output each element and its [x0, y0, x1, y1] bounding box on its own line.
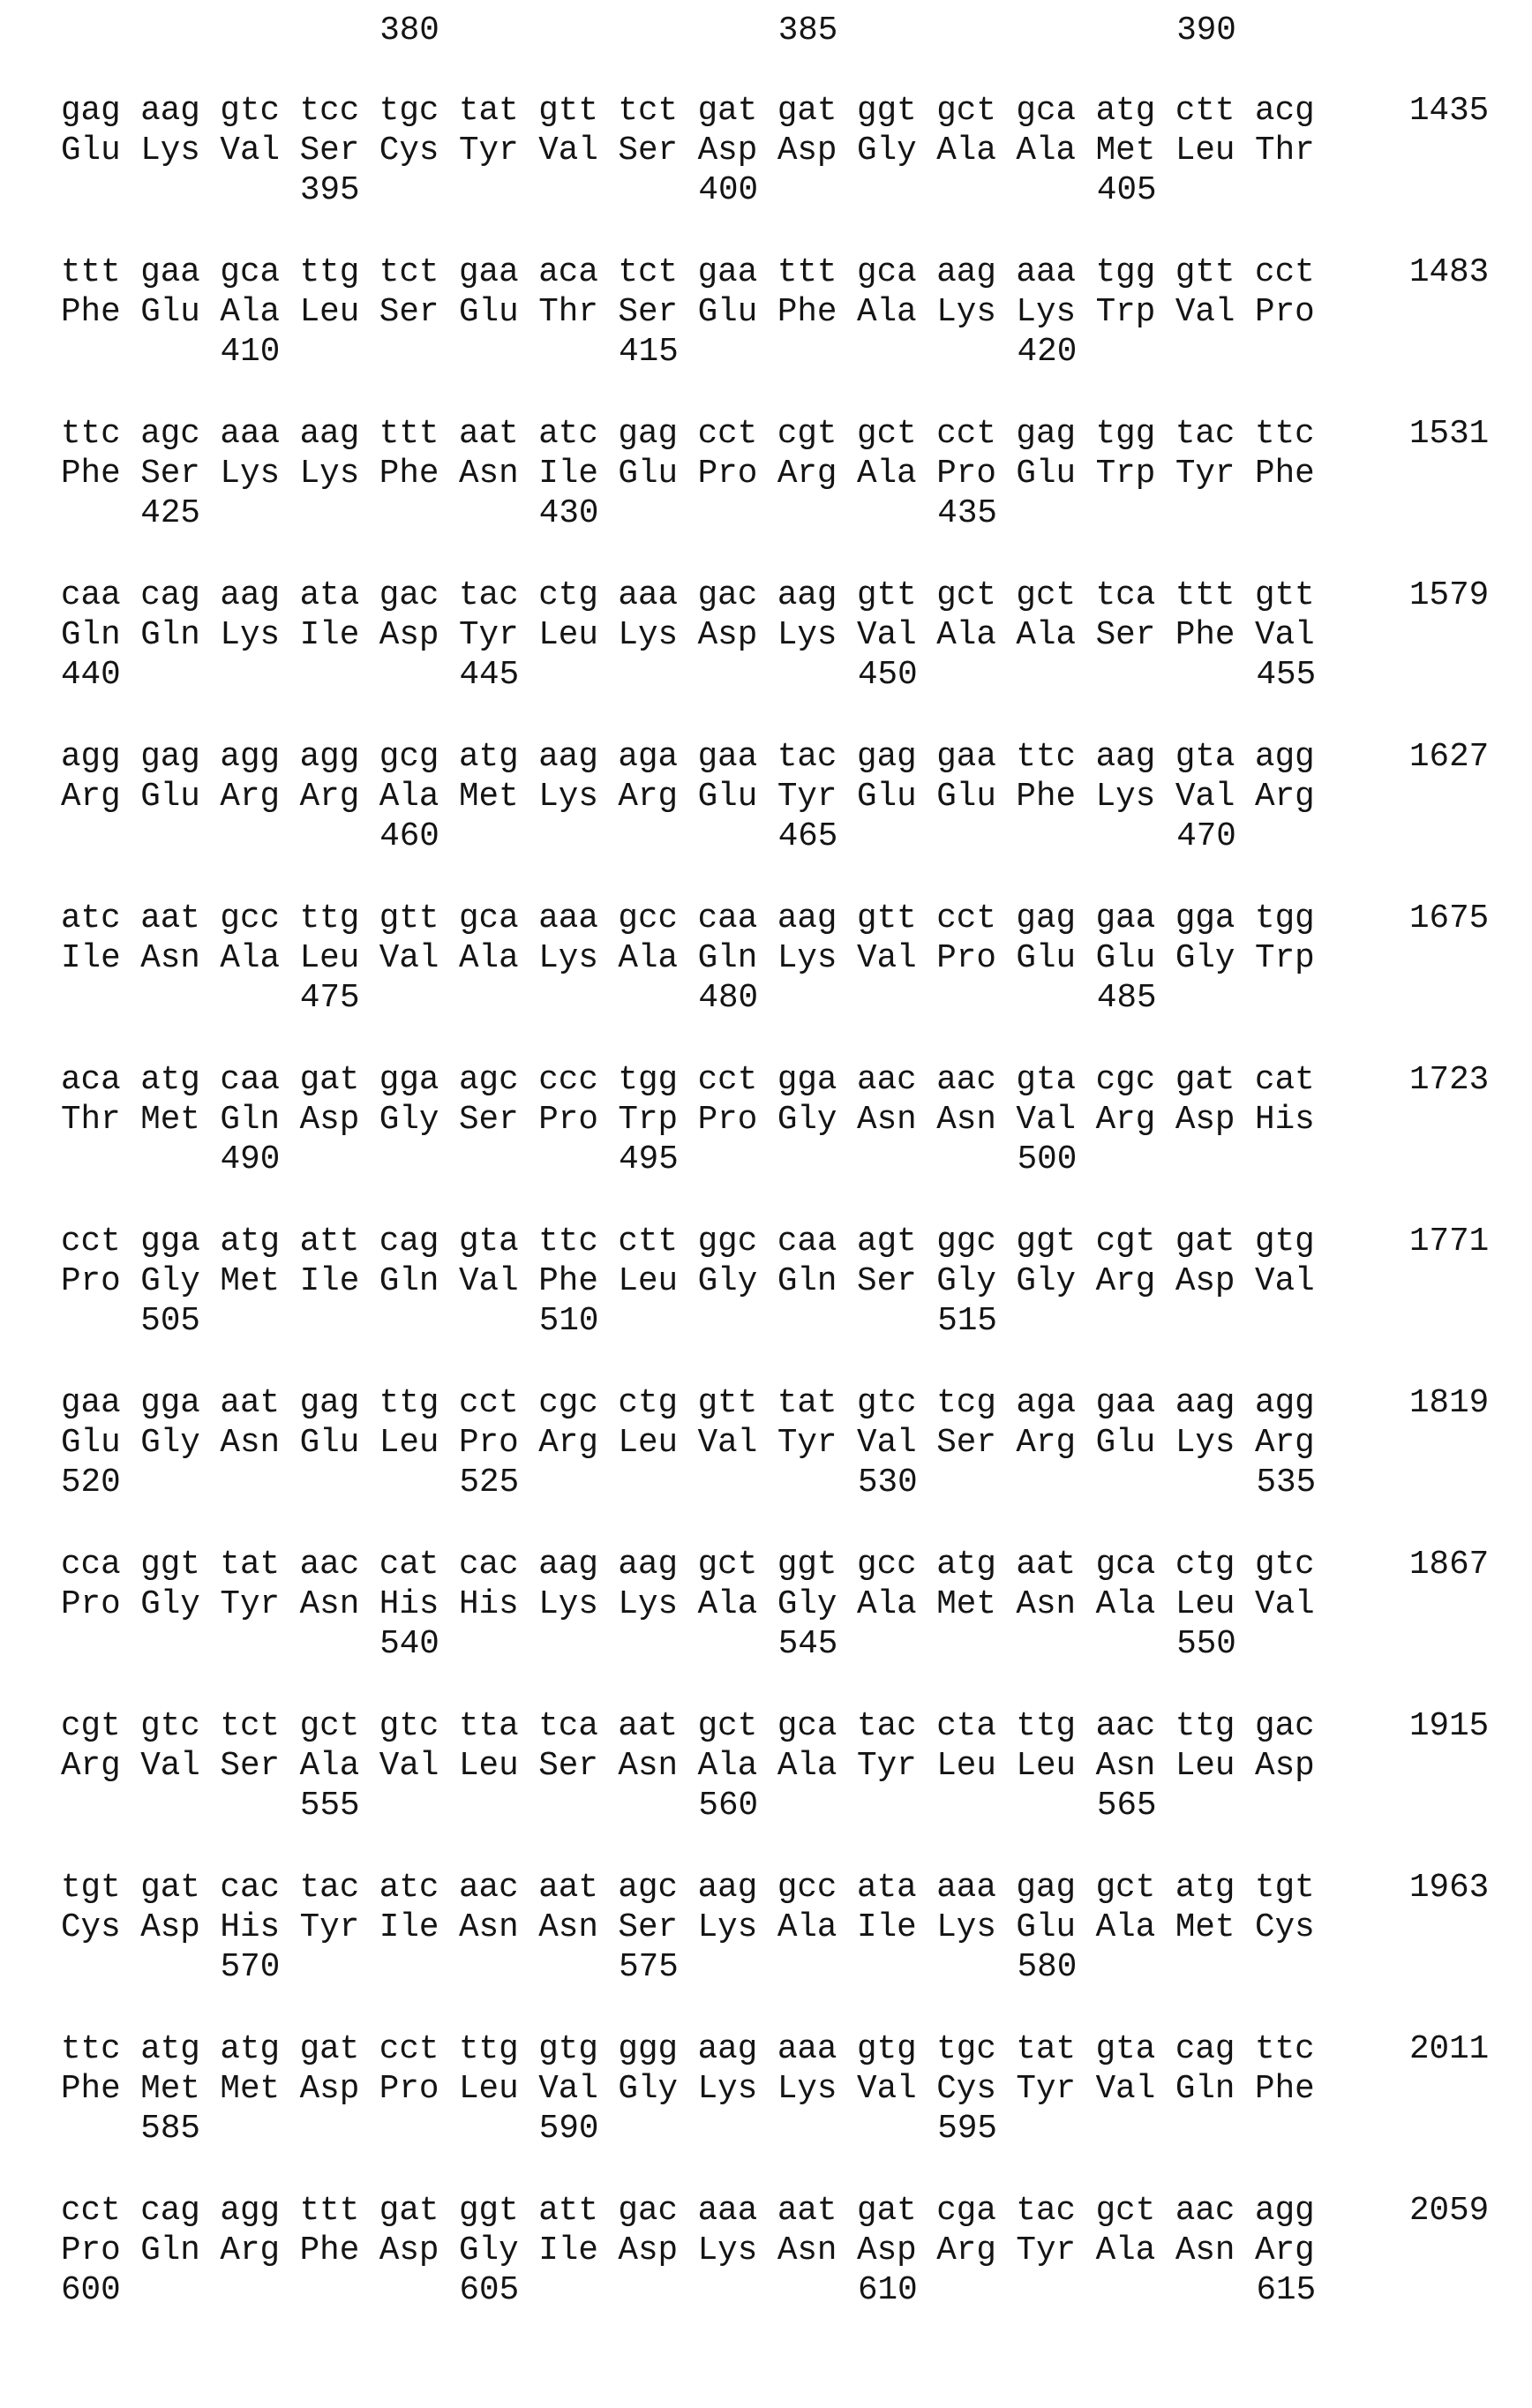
residue-position-number: 560 — [698, 1790, 758, 1824]
residue-position-number: 430 — [539, 498, 599, 531]
codon-line: ttc agc aaa aag ttt aat atc gag cct cgt gct cct gag tgg tac ttc — [61, 418, 1315, 452]
residue-position-number: 535 — [1257, 1467, 1317, 1501]
residue-position-number: 615 — [1257, 2275, 1317, 2308]
residue-position-number: 465 — [778, 821, 838, 854]
residue-position-number: 490 — [221, 1144, 281, 1178]
residue-position-number: 395 — [300, 175, 360, 208]
amino-acid-line: Gln Gln Lys Ile Asp Tyr Leu Lys Asp Lys Val Ala Ala Ser Phe Val — [61, 620, 1315, 653]
residue-position-number: 425 — [140, 498, 200, 531]
nucleotide-position-number: 1867 — [1409, 1549, 1489, 1583]
residue-position-number: 390 — [1176, 15, 1236, 49]
residue-position-number: 420 — [1018, 336, 1078, 370]
codon-line: ttt gaa gca ttg tct gaa aca tct gaa ttt gca aag aaa tgg gtt cct — [61, 257, 1315, 290]
residue-position-number: 585 — [140, 2113, 200, 2147]
nucleotide-position-number: 2059 — [1409, 2195, 1489, 2229]
codon-line: agg gag agg agg gcg atg aag aga gaa tac gag gaa ttc aag gta agg — [61, 741, 1315, 775]
codon-line: gaa gga aat gag ttg cct cgc ctg gtt tat gtc tcg aga gaa aag agg — [61, 1388, 1315, 1421]
nucleotide-position-number: 1963 — [1409, 1872, 1489, 1906]
residue-position-number: 530 — [858, 1467, 918, 1501]
nucleotide-position-number: 1675 — [1409, 903, 1489, 937]
residue-position-number: 605 — [460, 2275, 520, 2308]
amino-acid-line: Cys Asp His Tyr Ile Asn Asn Ser Lys Ala Ile Lys Glu Ala Met Cys — [61, 1912, 1315, 1945]
amino-acid-line: Pro Gly Tyr Asn His His Lys Lys Ala Gly Ala Met Asn Ala Leu Val — [61, 1589, 1315, 1622]
residue-position-number: 455 — [1257, 659, 1317, 693]
codon-line: gag aag gtc tcc tgc tat gtt tct gat gat ggt gct gca atg ctt acg — [61, 95, 1315, 129]
residue-position-number: 485 — [1097, 982, 1157, 1016]
codon-line: cca ggt tat aac cat cac aag aag gct ggt gcc atg aat gca ctg gtc — [61, 1549, 1315, 1583]
residue-position-number: 590 — [539, 2113, 599, 2147]
residue-position-number: 480 — [698, 982, 758, 1016]
codon-line: cct gga atg att cag gta ttc ctt ggc caa agt ggc ggt cgt gat gtg — [61, 1226, 1315, 1260]
nucleotide-position-number: 1915 — [1409, 1711, 1489, 1744]
amino-acid-line: Pro Gln Arg Phe Asp Gly Ile Asp Lys Asn Asp Arg Tyr Ala Asn Arg — [61, 2235, 1315, 2269]
nucleotide-position-number: 1579 — [1409, 580, 1489, 613]
residue-position-number: 495 — [619, 1144, 679, 1178]
residue-position-number: 545 — [778, 1629, 838, 1662]
codon-line: cgt gtc tct gct gtc tta tca aat gct gca tac cta ttg aac ttg gac — [61, 1711, 1315, 1744]
residue-position-number: 555 — [300, 1790, 360, 1824]
residue-position-number: 380 — [379, 15, 439, 49]
residue-position-number: 575 — [619, 1952, 679, 1985]
residue-position-number: 475 — [300, 982, 360, 1016]
residue-position-number: 505 — [140, 1306, 200, 1339]
residue-position-number: 510 — [539, 1306, 599, 1339]
amino-acid-line: Phe Met Met Asp Pro Leu Val Gly Lys Lys Val Cys Tyr Val Gln Phe — [61, 2073, 1315, 2107]
amino-acid-line: Phe Glu Ala Leu Ser Glu Thr Ser Glu Phe Ala Lys Lys Trp Val Pro — [61, 297, 1315, 330]
residue-position-number: 500 — [1018, 1144, 1078, 1178]
codon-line: atc aat gcc ttg gtt gca aaa gcc caa aag gtt cct gag gaa gga tgg — [61, 903, 1315, 937]
residue-position-number: 540 — [379, 1629, 439, 1662]
residue-position-number: 405 — [1097, 175, 1157, 208]
residue-position-number: 445 — [460, 659, 520, 693]
residue-position-number: 580 — [1018, 1952, 1078, 1985]
amino-acid-line: Glu Gly Asn Glu Leu Pro Arg Leu Val Tyr Val Ser Arg Glu Lys Arg — [61, 1427, 1315, 1461]
codon-line: aca atg caa gat gga agc ccc tgg cct gga aac aac gta cgc gat cat — [61, 1065, 1315, 1098]
residue-position-number: 525 — [460, 1467, 520, 1501]
residue-position-number: 595 — [937, 2113, 997, 2147]
codon-line: ttc atg atg gat cct ttg gtg ggg aag aaa gtg tgc tat gta cag ttc — [61, 2034, 1315, 2067]
nucleotide-position-number: 1627 — [1409, 741, 1489, 775]
residue-position-number: 410 — [221, 336, 281, 370]
amino-acid-line: Pro Gly Met Ile Gln Val Phe Leu Gly Gln Ser Gly Gly Arg Asp Val — [61, 1266, 1315, 1299]
residue-position-number: 415 — [619, 336, 679, 370]
residue-position-number: 565 — [1097, 1790, 1157, 1824]
codon-line: cct cag agg ttt gat ggt att gac aaa aat gat cga tac gct aac agg — [61, 2195, 1315, 2229]
residue-position-number: 400 — [698, 175, 758, 208]
amino-acid-line: Arg Val Ser Ala Val Leu Ser Asn Ala Ala Tyr Leu Leu Asn Leu Asp — [61, 1750, 1315, 1784]
amino-acid-line: Arg Glu Arg Arg Ala Met Lys Arg Glu Tyr Glu Glu Phe Lys Val Arg — [61, 781, 1315, 815]
amino-acid-line: Phe Ser Lys Lys Phe Asn Ile Glu Pro Arg Ala Pro Glu Trp Tyr Phe — [61, 458, 1315, 492]
residue-position-number: 470 — [1176, 821, 1236, 854]
residue-position-number: 515 — [937, 1306, 997, 1339]
residue-position-number: 570 — [221, 1952, 281, 1985]
nucleotide-position-number: 2011 — [1409, 2034, 1489, 2067]
nucleotide-position-number: 1819 — [1409, 1388, 1489, 1421]
amino-acid-line: Ile Asn Ala Leu Val Ala Lys Ala Gln Lys Val Pro Glu Glu Gly Trp — [61, 943, 1315, 976]
codon-line: caa cag aag ata gac tac ctg aaa gac aag gtt gct gct tca ttt gtt — [61, 580, 1315, 613]
residue-position-number: 385 — [778, 15, 838, 49]
residue-position-number: 435 — [937, 498, 997, 531]
codon-line: tgt gat cac tac atc aac aat agc aag gcc ata aaa gag gct atg tgt — [61, 1872, 1315, 1906]
residue-position-number: 550 — [1176, 1629, 1236, 1662]
nucleotide-position-number: 1771 — [1409, 1226, 1489, 1260]
residue-position-number: 450 — [858, 659, 918, 693]
amino-acid-line: Glu Lys Val Ser Cys Tyr Val Ser Asp Asp Gly Ala Ala Met Leu Thr — [61, 135, 1315, 169]
nucleotide-position-number: 1435 — [1409, 95, 1489, 129]
nucleotide-position-number: 1531 — [1409, 418, 1489, 452]
nucleotide-position-number: 1723 — [1409, 1065, 1489, 1098]
nucleotide-position-number: 1483 — [1409, 257, 1489, 290]
residue-position-number: 460 — [379, 821, 439, 854]
amino-acid-line: Thr Met Gln Asp Gly Ser Pro Trp Pro Gly Asn Asn Val Arg Asp His — [61, 1104, 1315, 1138]
residue-position-number: 520 — [61, 1467, 121, 1501]
residue-position-number: 440 — [61, 659, 121, 693]
residue-position-number: 610 — [858, 2275, 918, 2308]
residue-position-number: 600 — [61, 2275, 121, 2308]
